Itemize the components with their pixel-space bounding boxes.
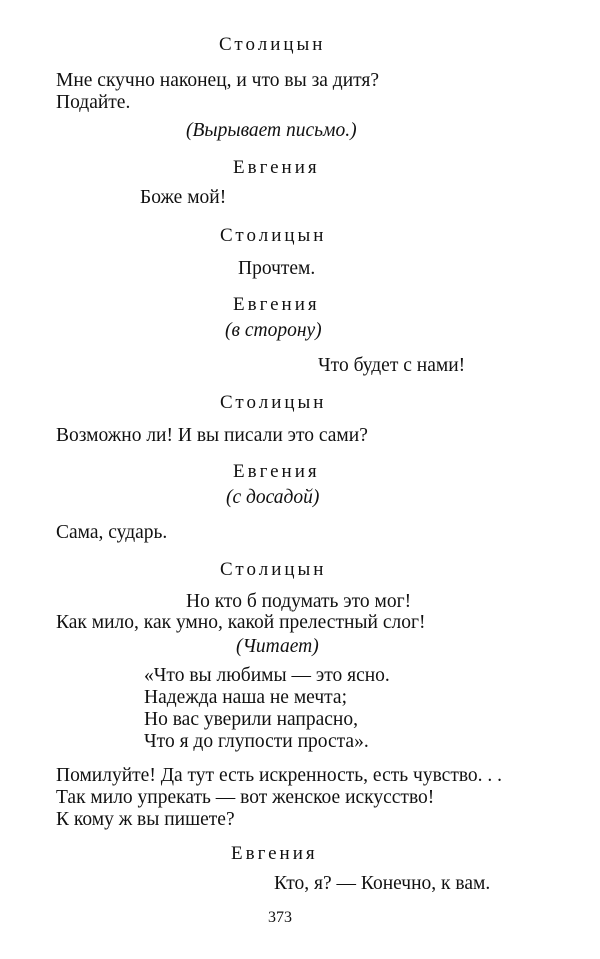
verse-line: Надежда наша не мечта;	[144, 687, 347, 708]
verse-line: «Что вы любимы — это ясно.	[144, 665, 390, 686]
dialogue-line: Кто, я? — Конечно, к вам.	[274, 873, 491, 894]
stage-direction: (Читает)	[236, 636, 319, 657]
dialogue-line: Помилуйте! Да тут есть искренность, есть чувство. . .	[56, 765, 503, 786]
stage-direction: (в сторону)	[225, 320, 322, 341]
stage-direction: (с досадой)	[226, 487, 320, 508]
speaker-name: Столицын	[220, 225, 327, 246]
speaker-name: Столицын	[220, 559, 327, 580]
dialogue-line: Возможно ли! И вы писали это сами?	[56, 425, 368, 446]
speaker-name: Евгения	[233, 461, 320, 482]
dialogue-line: Боже мой!	[140, 187, 227, 208]
speaker-name: Евгения	[233, 157, 320, 178]
dialogue-line: Подайте.	[56, 92, 131, 113]
speaker-name: Столицын	[219, 34, 326, 55]
dialogue-line: Мне скучно наконец, и что вы за дитя?	[56, 70, 380, 91]
dialogue-line: Но кто б подумать это мог!	[186, 591, 412, 612]
dialogue-line: Что будет с нами!	[318, 355, 466, 376]
dialogue-line: К кому ж вы пишете?	[56, 809, 235, 830]
dialogue-line: Сама, сударь.	[56, 522, 168, 543]
speaker-name: Евгения	[233, 294, 320, 315]
speaker-name: Столицын	[220, 392, 327, 413]
dialogue-line: Так мило упрекать — вот женское искусство!	[56, 787, 435, 808]
verse-line: Но вас уверили напрасно,	[144, 709, 358, 730]
dialogue-line: Как мило, как умно, какой прелестный слог!	[56, 612, 426, 633]
page-number: 373	[268, 909, 292, 926]
speaker-name: Евгения	[231, 843, 318, 864]
verse-line: Что я до глупости проста».	[144, 731, 369, 752]
dialogue-line: Прочтем.	[238, 258, 316, 279]
stage-direction: (Вырывает письмо.)	[186, 120, 357, 141]
